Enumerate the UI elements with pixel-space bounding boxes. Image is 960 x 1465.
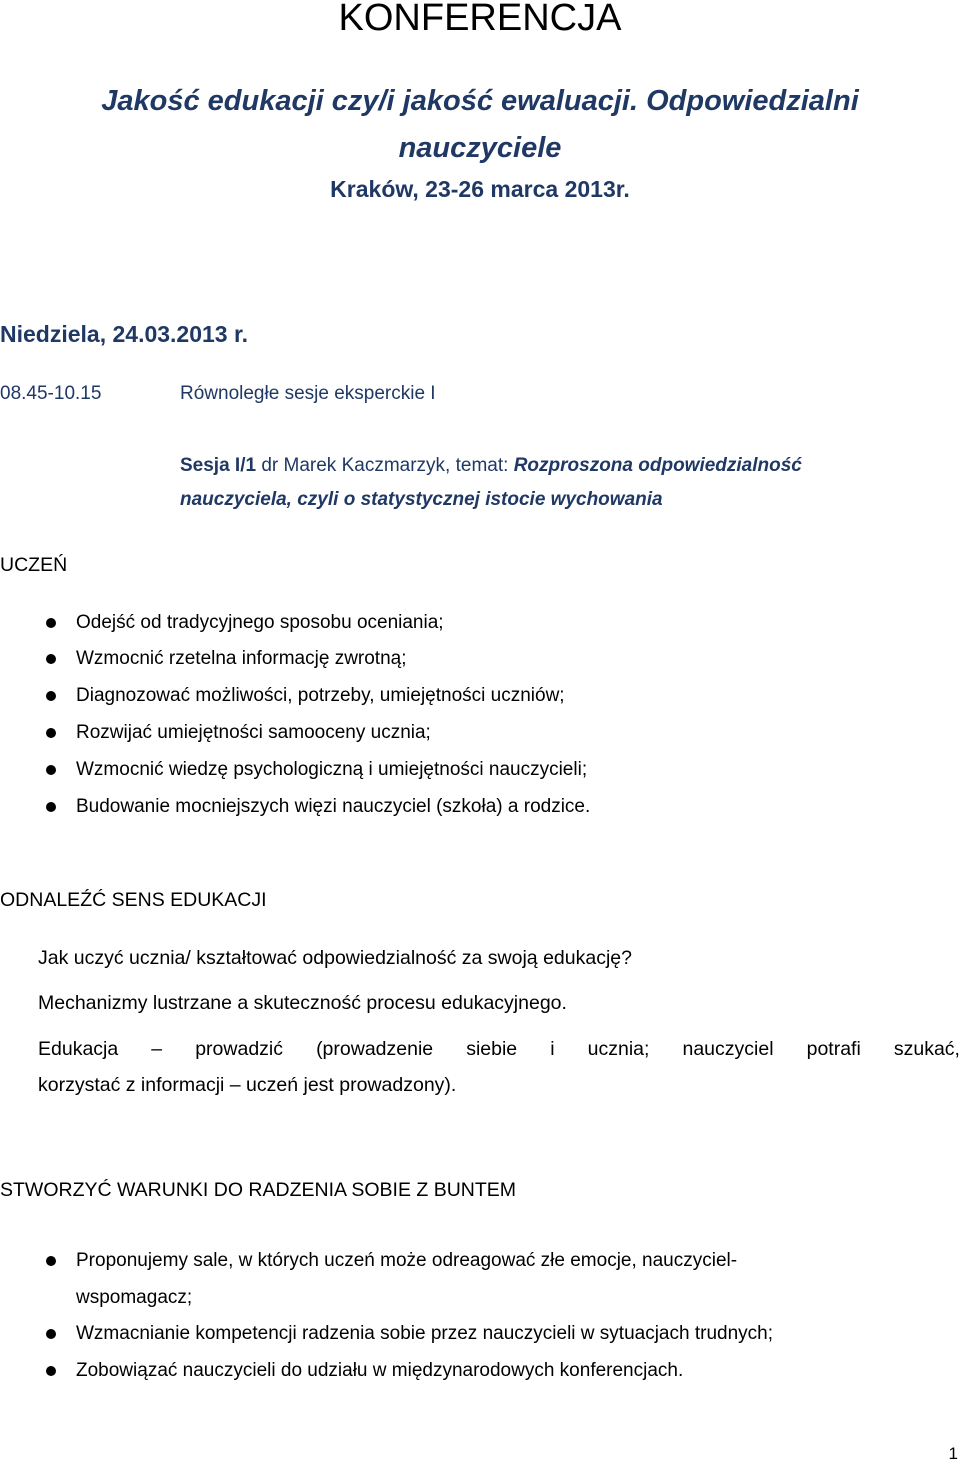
session-topic-part-2: nauczyciela, czyli o statystycznej istocie wychowania (180, 489, 663, 510)
session-line-2 (180, 483, 802, 517)
schedule-day: Niedziela, 24.03.2013 r. (0, 321, 249, 347)
schedule-time: 08.45-10.15 (0, 383, 102, 404)
session-description (180, 449, 802, 517)
bullet-icon (46, 691, 56, 701)
conference-subtitle (0, 78, 960, 172)
section-heading-sens: ODNALEŹĆ SENS EDUKACJI (0, 889, 267, 911)
bullet-icon (46, 765, 56, 775)
session-speaker: dr Marek Kaczmarzyk, temat: (256, 455, 514, 476)
word: i (550, 1038, 555, 1060)
sens-paragraph-3-line-2: korzystać z informacji – uczeń jest prowadzony). (38, 1074, 457, 1096)
bullet-icon (46, 654, 56, 664)
sens-paragraph-2: Mechanizmy lustrzane a skuteczność procesu edukacyjnego. (38, 992, 567, 1014)
conference-title: KONFERENCJA (338, 0, 622, 39)
subtitle-line-1: Jakość edukacji czy/i jakość ewaluacji. Odpowiedzialni (101, 85, 859, 117)
session-topic-part-1: Rozproszona odpowiedzialność (513, 455, 802, 476)
word: prowadzić (195, 1038, 283, 1060)
session-line-1 (180, 449, 802, 483)
word: – (151, 1038, 163, 1060)
word: ucznia; (587, 1038, 650, 1060)
page-number: 1 (948, 1444, 958, 1463)
bullet-icon (46, 728, 56, 738)
parallel-sessions-label: Równoległe sesje eksperckie I (180, 383, 436, 404)
section-heading-bunt: STWORZYĆ WARUNKI DO RADZENIA SOBIE Z BUNTEM (0, 1179, 517, 1201)
sens-paragraph-1: Jak uczyć ucznia/ kształtować odpowiedzialność za swoją edukację? (38, 947, 632, 969)
word: szukać, (893, 1038, 960, 1060)
bullet-icon (46, 1256, 56, 1266)
sens-paragraph-3-line-1 (38, 1036, 960, 1062)
bullet-icon (46, 1366, 56, 1376)
session-id: Sesja I/1 (180, 455, 257, 476)
bullet-icon (46, 618, 56, 628)
word: siebie (466, 1038, 518, 1060)
subtitle-line-2: nauczyciele (398, 132, 562, 164)
bullet-icon (46, 1329, 56, 1339)
word: nauczyciel (682, 1038, 774, 1060)
place-date: Kraków, 23-26 marca 2013r. (330, 176, 630, 202)
word: (prowadzenie (316, 1038, 434, 1060)
bullet-icon (46, 802, 56, 812)
section-heading-uczen: UCZEŃ (0, 554, 68, 576)
word: potrafi (806, 1038, 861, 1060)
word: Edukacja (38, 1038, 119, 1060)
